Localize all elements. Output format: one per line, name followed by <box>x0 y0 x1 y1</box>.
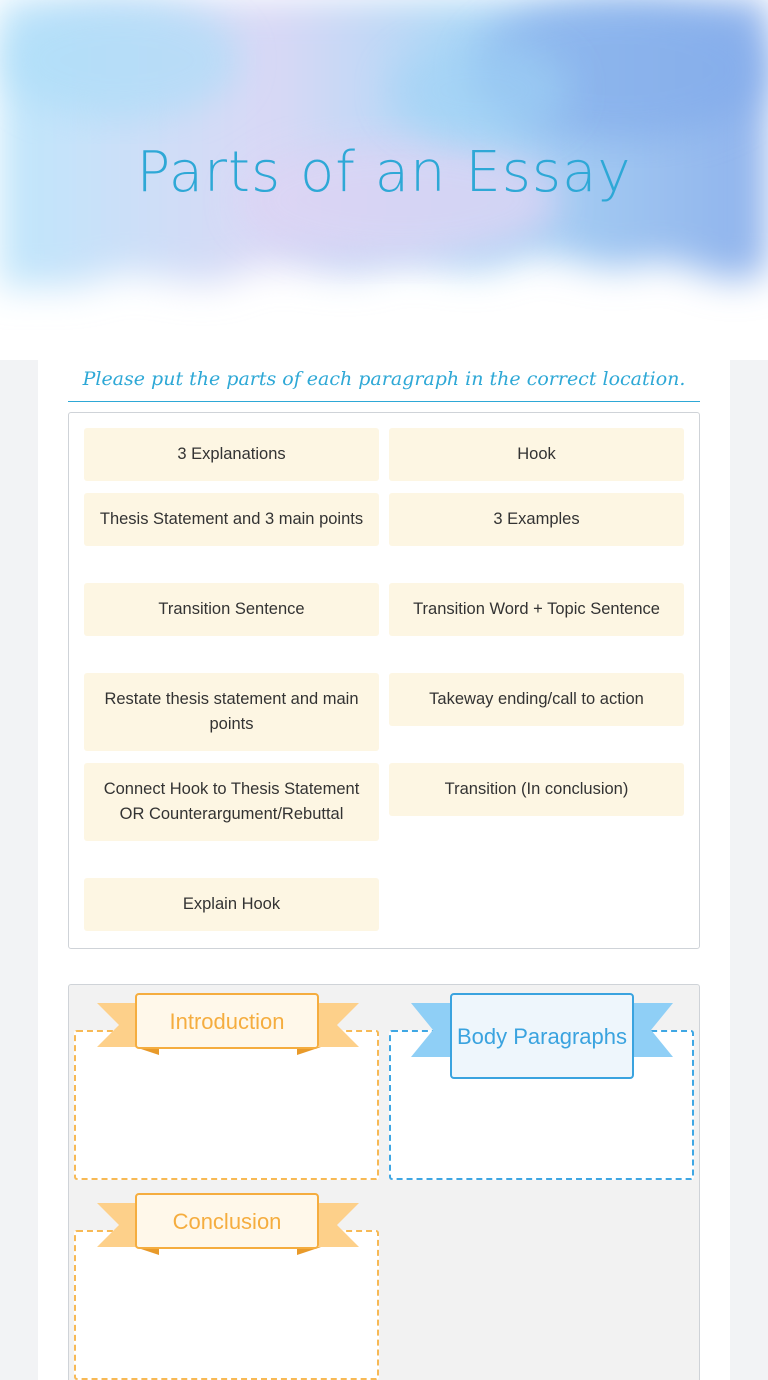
chip-transition-sentence[interactable]: Transition Sentence <box>84 583 379 636</box>
chip-3-explanations[interactable]: 3 Explanations <box>84 428 379 481</box>
chip-hook[interactable]: Hook <box>389 428 684 481</box>
instruction-text: Please put the parts of each paragraph in the correct location. <box>68 364 700 402</box>
chip-takeaway-ending[interactable]: Takeway ending/call to action <box>389 673 684 726</box>
chip-explain-hook[interactable]: Explain Hook <box>84 878 379 931</box>
ribbon-conclusion <box>97 1193 359 1259</box>
ribbon-introduction <box>97 993 359 1059</box>
chip-3-examples[interactable]: 3 Examples <box>389 493 684 546</box>
chip-transition-word-topic[interactable]: Transition Word + Topic Sentence <box>389 583 684 636</box>
drop-area <box>68 984 700 1380</box>
worksheet <box>38 360 730 1380</box>
page-title: Parts of an Essay <box>136 140 632 205</box>
chip-restate-thesis[interactable]: Restate thesis statement and main points <box>84 673 379 751</box>
word-bank <box>68 412 700 949</box>
dropzone-label-body-paragraphs: Body Paragraphs <box>450 993 634 1079</box>
header-banner <box>0 0 768 360</box>
dropzone-label-introduction: Introduction <box>135 993 319 1049</box>
chip-connect-hook[interactable]: Connect Hook to Thesis Statement OR Counterargument/Rebuttal <box>84 763 379 841</box>
dropzone-label-conclusion: Conclusion <box>135 1193 319 1249</box>
ribbon-body-paragraphs <box>411 993 673 1059</box>
chip-transition-in-conclusion[interactable]: Transition (In conclusion) <box>389 763 684 816</box>
chip-thesis-statement[interactable]: Thesis Statement and 3 main points <box>84 493 379 546</box>
